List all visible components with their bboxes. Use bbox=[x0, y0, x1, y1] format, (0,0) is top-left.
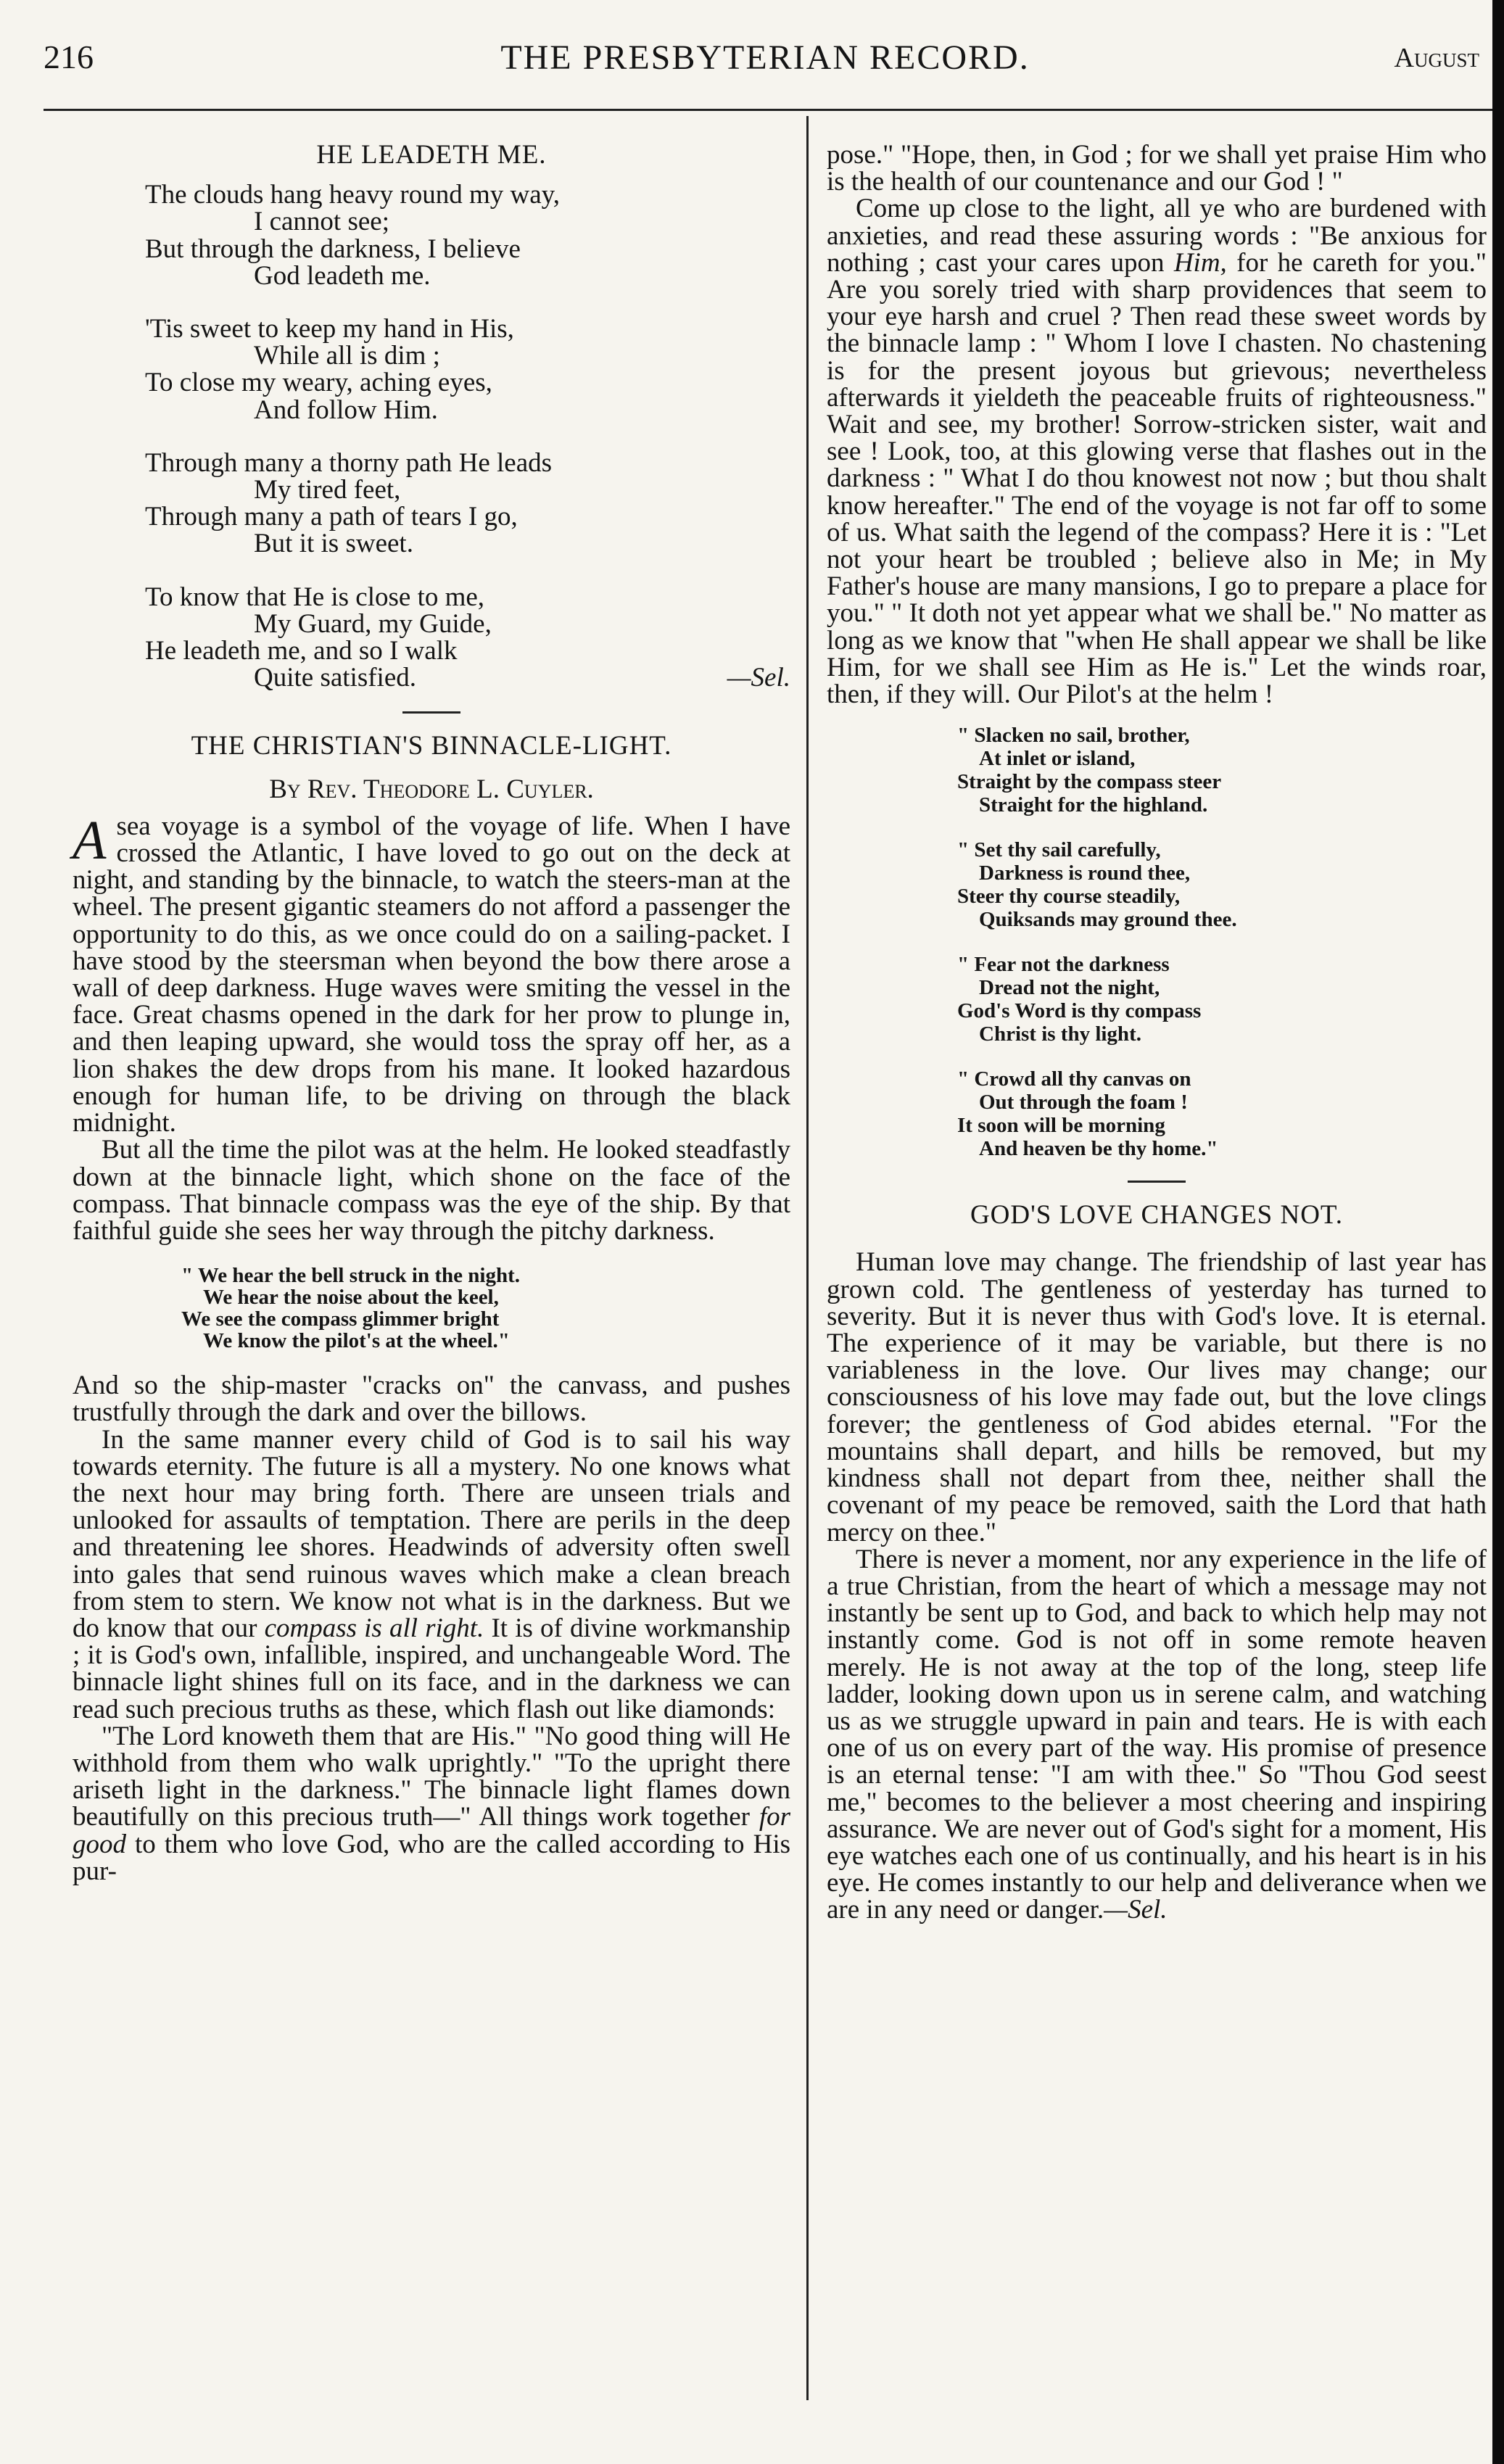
verse-line: Straight for the highland. bbox=[979, 793, 1208, 817]
poem-stanza bbox=[145, 181, 790, 289]
verse-line: " Crowd all thy canvas on bbox=[957, 1067, 1191, 1091]
poem-line: To close my weary, aching eyes, bbox=[145, 368, 492, 398]
page-edge bbox=[1492, 0, 1504, 2464]
verse-line: At inlet or island, bbox=[979, 747, 1136, 771]
article-paragraph: There is never a moment, nor any experience in the life of a true Christian, from the heart of which a message may not instantly be sent up to God, and back to which help may not instantly come. God is not off in some remote heaven merely. He is not away at the top of the long, steep life ladder, looking down upon us in serene calm, and watching us as we struggle upward in pain and tears. He is with each one of us on every part of the way. His promise of presence is an eternal tense: "I am with thee." So "Thou God seest me," becomes to the believer a most cheering and inspiring assurance. We are never out of God's sight for a moment, His eye watches each one of us continually, and his heart is in his eye. He comes instantly to our help and deliverance when we are in any need or danger.—Sel. bbox=[827, 1544, 1487, 1925]
poem-line: While all is dim ; bbox=[254, 341, 440, 371]
poem-line: To know that He is close to me, bbox=[145, 582, 485, 612]
poem-line: Quite satisfied. bbox=[254, 663, 417, 693]
poem-line: My tired feet, bbox=[254, 475, 401, 505]
poem-he-leadeth-me bbox=[145, 181, 790, 691]
page-month: August bbox=[1394, 43, 1479, 73]
poem-line: He leadeth me, and so I walk bbox=[145, 636, 458, 666]
emphasis: Him, bbox=[1173, 247, 1227, 278]
page-header bbox=[44, 38, 1487, 88]
verse-line: Christ is thy light. bbox=[979, 1022, 1141, 1046]
article-signature: —Sel. bbox=[1104, 1895, 1168, 1925]
article-paragraph: "The Lord knoweth them that are His." "No good thing will He withhold from them who walk uprightly." "To the upright there ariseth light in the darkness." The binnacle light flames down beautifully on this precious truth—" All things work together for good to them who love God, who are the called according to His pur- bbox=[73, 1721, 791, 1886]
verse-line: God's Word is thy compass bbox=[957, 999, 1202, 1023]
poem-line: And follow Him. bbox=[254, 394, 438, 425]
publication-title: THE PRESBYTERIAN RECORD. bbox=[500, 38, 1030, 77]
poem-signature: —Sel. bbox=[727, 663, 790, 693]
verse-line: " Set thy sail carefully, bbox=[957, 838, 1161, 862]
section-rule bbox=[402, 711, 460, 714]
header-rule bbox=[44, 109, 1494, 111]
closing-verse bbox=[957, 724, 1487, 1160]
verse-stanza bbox=[957, 724, 1487, 816]
poem-stanza bbox=[145, 315, 790, 423]
verse-line: " We hear the bell struck in the night. bbox=[181, 1264, 520, 1288]
article-paragraph: Asea voyage is a symbol of the voyage of life. When I have crossed the Atlantic, I have loved to go out on the deck at night, and standing by the binnacle, to watch the steers-man at the wheel. The present gigantic steamers do not afford a passenger the opportunity to do this, as we once could do on a sailing-packet. I have stood by the steersman when beyond the bow there arose a wall of deep darkness. Huge waves were smiting the vessel in the face. Great chasms opened in the dark for her prow to plunge in, and then leaping upward, she would toss the spray off her, as a lion shakes the dew drops from his mane. It looked hazardous enough for human life, to be driving on through the black midnight. bbox=[73, 809, 790, 1138]
poem-line: God leadeth me. bbox=[254, 260, 431, 291]
column-divider bbox=[806, 116, 809, 2400]
poem-line: Through many a path of tears I go, bbox=[145, 502, 518, 532]
poem-stanza bbox=[145, 584, 790, 692]
poem-line: 'Tis sweet to keep my hand in His, bbox=[145, 314, 514, 344]
poem-title: HE LEADETH ME. bbox=[316, 140, 547, 170]
verse-line: " Slacken no sail, brother, bbox=[957, 724, 1190, 748]
poem-line: Through many a thorny path He leads bbox=[145, 447, 553, 478]
article-title: GOD'S LOVE CHANGES NOT. bbox=[970, 1200, 1344, 1231]
poem-stanza bbox=[145, 447, 790, 559]
article-paragraph: And so the ship-master "cracks on" the canvass, and pushes trustfully through the dark and over the billows. bbox=[73, 1371, 790, 1428]
verse-stanza bbox=[957, 838, 1487, 931]
drop-cap: A bbox=[73, 809, 107, 871]
verse-line: Out through the foam ! bbox=[979, 1091, 1188, 1115]
verse-line: We hear the noise about the keel, bbox=[203, 1286, 499, 1310]
verse-stanza bbox=[957, 953, 1487, 1046]
verse-line: Dread not the night, bbox=[979, 976, 1160, 1000]
verse-line: Darkness is round thee, bbox=[979, 861, 1191, 885]
article-paragraph: Human love may change. The friendship of last year has grown cold. The gentleness of yesterday has turned to severity. But it is never thus with God's love. It is eternal. The experience of it may be variable, but there is no variableness in the love. Our lives may change; our consciousness of his love may fade out, but the love clings forever; the gentleness of God abides eternal. "For the mountains shall depart, and hills be removed, but my kindness shall not depart from thee, neither shall the covenant of my peace be removed, saith the Lord that hath mercy on thee." bbox=[827, 1247, 1487, 1547]
verse-line: Straight by the compass steer bbox=[957, 770, 1222, 794]
section-rule bbox=[1128, 1181, 1186, 1183]
verse-line: Quiksands may ground thee. bbox=[979, 908, 1237, 932]
quoted-verse bbox=[181, 1265, 790, 1352]
poem-line: But it is sweet. bbox=[254, 529, 413, 559]
article-paragraph: pose." "Hope, then, in God ; for we shall yet praise Him who is the health of our countenance and our God ! " bbox=[827, 140, 1487, 197]
emphasis: compass is all right. bbox=[264, 1613, 484, 1643]
page-number: 216 bbox=[44, 38, 94, 75]
poem-line: My Guard, my Guide, bbox=[254, 608, 492, 639]
verse-line: We see the compass glimmer bright bbox=[181, 1307, 500, 1331]
verse-line: It soon will be morning bbox=[957, 1114, 1165, 1138]
article-paragraph: In the same manner every child of God is to sail his way towards eternity. The future is all a mystery. No one knows what the next hour may bring forth. There are unseen trials and unlooked for assaults of temptation. There are perils in the deep and threatening lee shores. Headwinds of adversity often swell into gales that send ruinous waves which make a clean breach from stem to stern. We know not what is in the darkness. But we do know that our compass is all right. It is of divine workmanship ; it is God's own, infallible, inspired, and unchangeable Word. The binnacle light shines full on its face, and in the darkness we can read such precious truths as these, which flash out like diamonds: bbox=[73, 1424, 791, 1724]
article-paragraph: Come up close to the light, all ye who are burdened with anxieties, and read these assuring words : "Be anxious for nothing ; cast your cares upon Him, for he careth for you." Are you sorely tried with sharp providences that seem to your eye harsh and cruel ? Then read these sweet words by the binnacle lamp : " Whom I love I chasten. No chastening is for the present joyous but grievous; nevertheless afterwards it yieldeth the peaceable fruits of righteousness." Wait and see, my brother! Sorrow-stricken sister, wait and see ! Look, too, at this glowing verse that flashes out in the darkness : " What I do thou knowest not now ; but thou shalt know hereafter." The end of the voyage is not far off to some of us. What saith the legend of the compass? Here it is : "Let not your heart be troubled ; believe also in Me; in My Father's house are many mansions, I go to prepare a place for you." " It doth not yet appear what we shall be." No matter as long as we know that "when He shall appear we shall be like Him, for we shall see Him as He is." Let the winds roar, then, if they will. Our Pilot's at the helm ! bbox=[827, 194, 1487, 710]
right-column bbox=[827, 141, 1487, 1924]
poem-line: The clouds hang heavy round my way, bbox=[145, 180, 560, 210]
poem-last-line bbox=[145, 664, 790, 691]
poem-line: I cannot see; bbox=[254, 207, 389, 237]
article-paragraph: But all the time the pilot was at the helm. He looked steadfastly down at the binnacle light, which shone on the face of the compass. That binnacle compass was the eye of the ship. By that faithful guide she sees her way through the pitchy darkness. bbox=[73, 1135, 790, 1246]
verse-line: " Fear not the darkness bbox=[957, 953, 1170, 977]
verse-line: And heaven be thy home." bbox=[979, 1137, 1218, 1161]
poem-line: But through the darkness, I believe bbox=[145, 233, 521, 264]
article-byline: By Rev. Theodore L. Cuyler. bbox=[269, 774, 594, 804]
verse-line: We know the pilot's at the wheel." bbox=[203, 1329, 510, 1353]
left-column bbox=[73, 141, 790, 1885]
verse-line: Steer thy course steadily, bbox=[957, 885, 1181, 909]
article-title: THE CHRISTIAN'S BINNACLE-LIGHT. bbox=[191, 731, 672, 761]
verse-stanza bbox=[957, 1067, 1487, 1160]
emphasis: for good bbox=[73, 1802, 791, 1859]
